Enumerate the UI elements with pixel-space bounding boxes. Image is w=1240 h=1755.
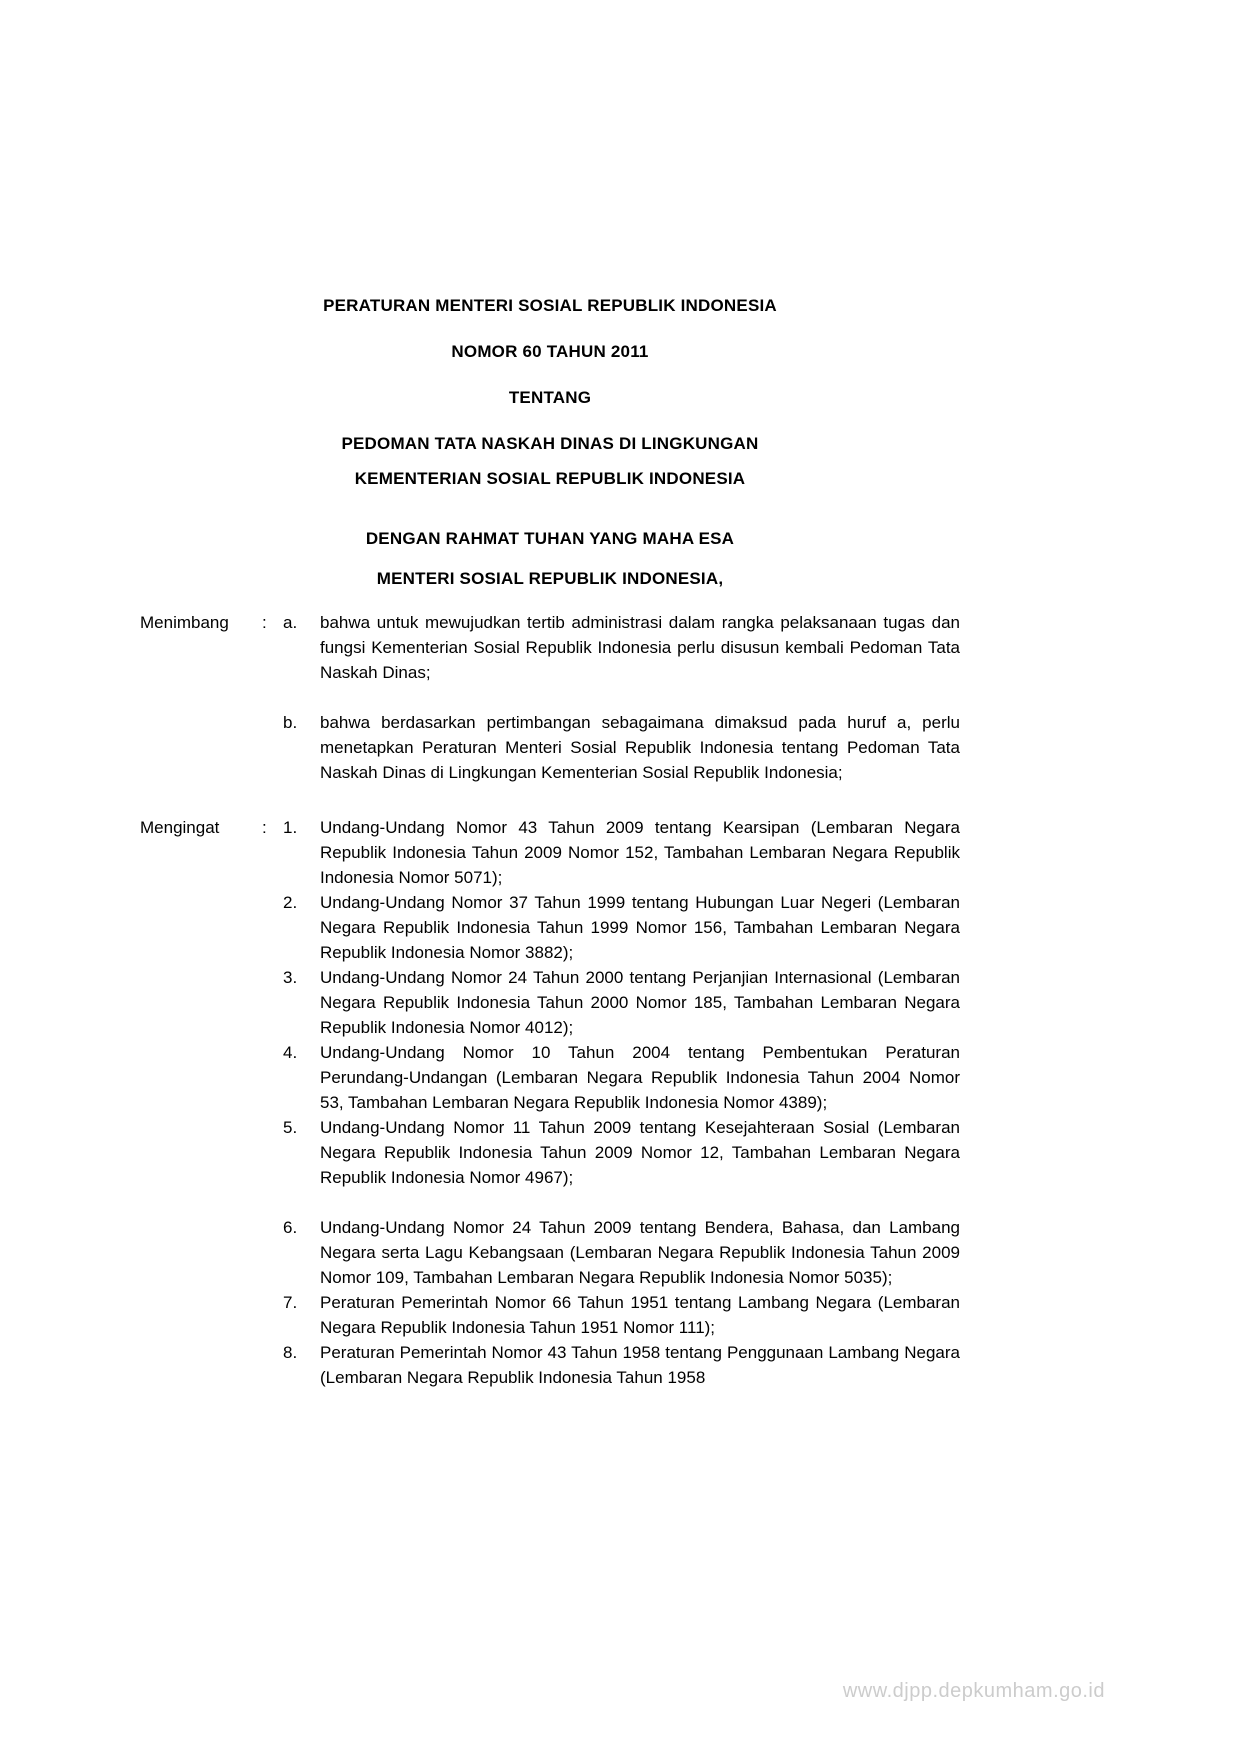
- item-marker: a.: [283, 613, 298, 632]
- doc-preamble-line-1: DENGAN RAHMAT TUHAN YANG MAHA ESA: [365, 529, 735, 548]
- item-marker: 1.: [283, 818, 298, 837]
- list-item: [283, 1040, 960, 1115]
- item-marker: 3.: [283, 968, 298, 987]
- document-content: [140, 295, 960, 1390]
- item-text: bahwa berdasarkan pertimbangan sebagaimana dimaksud pada huruf a, perlu menetapkan Peraturan Menteri Sosial Republik Indonesia tentang Pedoman Tata Naskah Dinas di Lingkungan Kementerian Sosial Republik Indonesia;: [320, 713, 960, 782]
- item-text: Undang-Undang Nomor 10 Tahun 2004 tentang Pembentukan Peraturan Perundang-Undangan (Lembaran Negara Republik Indonesia Tahun 2004 Nomor 53, Tambahan Lembaran Negara Republik Indonesia Nomor 4389);: [320, 1043, 960, 1112]
- list-item: [283, 1340, 960, 1390]
- item-marker: 2.: [283, 893, 298, 912]
- section-mengingat-colon: :: [262, 818, 267, 837]
- doc-preamble-line-2: MENTERI SOSIAL REPUBLIK INDONESIA,: [376, 569, 724, 588]
- item-marker: 8.: [283, 1343, 298, 1362]
- item-marker: 4.: [283, 1043, 298, 1062]
- item-marker: 6.: [283, 1218, 298, 1237]
- list-item: [283, 965, 960, 1040]
- item-text: bahwa untuk mewujudkan tertib administrasi dalam rangka pelaksanaan tugas dan fungsi Kementerian Sosial Republik Indonesia perlu disusun kembali Pedoman Tata Naskah Dinas;: [320, 613, 960, 682]
- section-menimbang-label: Menimbang: [140, 613, 229, 632]
- doc-title-number: NOMOR 60 TAHUN 2011: [451, 342, 649, 361]
- doc-subject-line-2: KEMENTERIAN SOSIAL REPUBLIK INDONESIA: [354, 469, 746, 488]
- section-menimbang-colon: :: [262, 613, 267, 632]
- section-menimbang-items: [283, 610, 960, 785]
- doc-title-tentang: TENTANG: [508, 388, 592, 407]
- section-mengingat: [140, 815, 960, 1390]
- list-item: [283, 710, 960, 785]
- item-marker: 7.: [283, 1293, 298, 1312]
- section-menimbang: [140, 610, 960, 785]
- item-marker: 5.: [283, 1118, 298, 1137]
- section-mengingat-label: Mengingat: [140, 818, 220, 837]
- item-text: Peraturan Pemerintah Nomor 43 Tahun 1958 tentang Penggunaan Lambang Negara (Lembaran Negara Republik Indonesia Tahun 1958: [320, 1343, 960, 1387]
- section-mengingat-items: [283, 815, 960, 1390]
- item-text: Undang-Undang Nomor 24 Tahun 2009 tentang Bendera, Bahasa, dan Lambang Negara serta Lagu Kebangsaan (Lembaran Negara Republik Indonesia Tahun 2009 Nomor 109, Tambahan Lembaran Negara Republik Indonesia Nomor 5035);: [320, 1218, 960, 1287]
- doc-title-line-1: PERATURAN MENTERI SOSIAL REPUBLIK INDONESIA: [323, 296, 777, 315]
- list-item: [283, 815, 960, 890]
- list-item: [283, 890, 960, 965]
- watermark-url: www.djpp.depkumham.go.id: [842, 1680, 1105, 1702]
- item-text: Undang-Undang Nomor 11 Tahun 2009 tentang Kesejahteraan Sosial (Lembaran Negara Republik Indonesia Tahun 2009 Nomor 12, Tambahan Lembaran Negara Republik Indonesia Nomor 4967);: [320, 1118, 960, 1187]
- item-text: Undang-Undang Nomor 43 Tahun 2009 tentang Kearsipan (Lembaran Negara Republik Indonesia Tahun 2009 Nomor 152, Tambahan Lembaran Negara Republik Indonesia Nomor 5071);: [320, 818, 960, 887]
- list-item: [283, 1115, 960, 1190]
- list-item: [283, 610, 960, 685]
- doc-subject-line-1: PEDOMAN TATA NASKAH DINAS DI LINGKUNGAN: [341, 434, 759, 453]
- list-item: [283, 1290, 960, 1340]
- item-text: Undang-Undang Nomor 24 Tahun 2000 tentang Perjanjian Internasional (Lembaran Negara Republik Indonesia Tahun 2000 Nomor 185, Tambahan Lembaran Negara Republik Indonesia Nomor 4012);: [320, 968, 960, 1037]
- item-text: Peraturan Pemerintah Nomor 66 Tahun 1951 tentang Lambang Negara (Lembaran Negara Republik Indonesia Tahun 1951 Nomor 111);: [320, 1293, 960, 1337]
- list-item: [283, 1215, 960, 1290]
- item-text: Undang-Undang Nomor 37 Tahun 1999 tentang Hubungan Luar Negeri (Lembaran Negara Republik Indonesia Tahun 1999 Nomor 156, Tambahan Lembaran Negara Republik Indonesia Nomor 3882);: [320, 893, 960, 962]
- item-marker: b.: [283, 713, 298, 732]
